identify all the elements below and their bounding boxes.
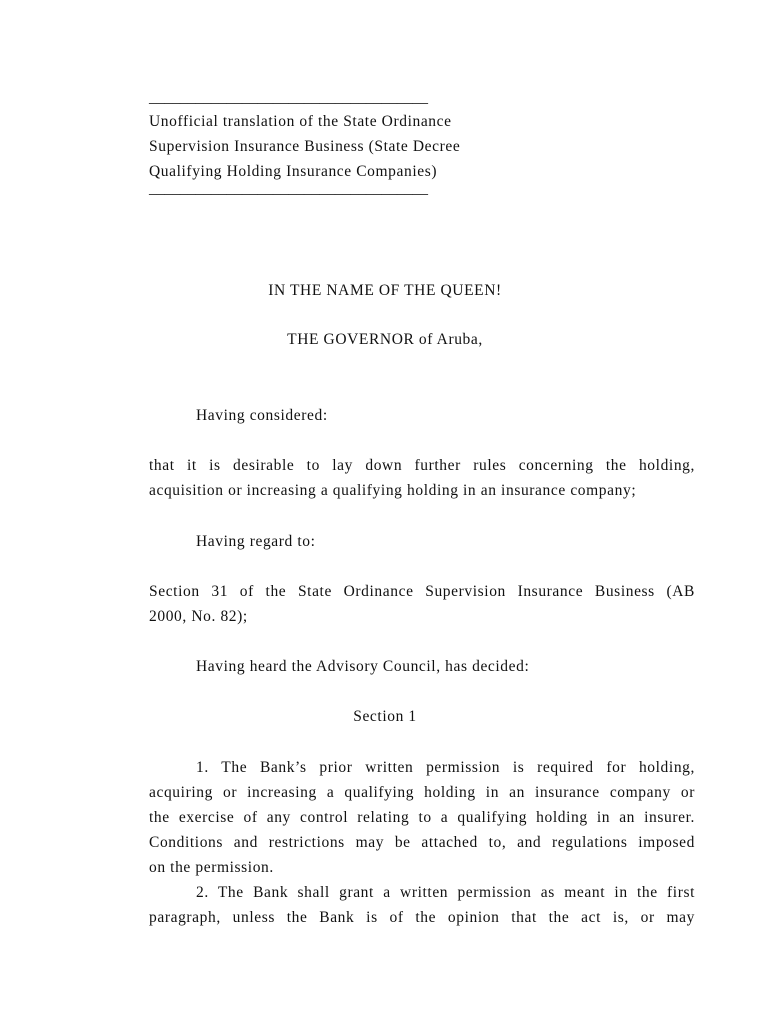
section-1-p1-line-2: acquiring or increasing a qualifying holding in an insurance company or bbox=[149, 784, 695, 801]
header-line-2: Supervision Insurance Business (State Decree bbox=[149, 138, 461, 155]
heading-queen: IN THE NAME OF THE QUEEN! bbox=[268, 282, 502, 299]
considered-label: Having considered: bbox=[196, 407, 328, 424]
heading-governor: THE GOVERNOR of Aruba, bbox=[287, 331, 483, 348]
regard-line-1: Section 31 of the State Ordinance Supervision Insurance Business (AB bbox=[149, 583, 695, 600]
header-rule-bottom: ____________________________________ bbox=[149, 180, 428, 197]
regard-label: Having regard to: bbox=[196, 533, 316, 550]
section-1-p2-line-2: paragraph, unless the Bank is of the opinion that the act is, or may bbox=[149, 909, 695, 926]
section-1-p1-line-4: Conditions and restrictions may be attached to, and regulations imposed bbox=[149, 834, 695, 851]
header-line-1: Unofficial translation of the State Ordinance bbox=[149, 113, 452, 130]
section-1-p1-line-1: 1. The Bank’s prior written permission is required for holding, bbox=[196, 759, 695, 776]
considered-line-2: acquisition or increasing a qualifying holding in an insurance company; bbox=[149, 482, 637, 499]
regard-line-2: 2000, No. 82); bbox=[149, 608, 248, 625]
section-1-p2-line-1: 2. The Bank shall grant a written permission as meant in the first bbox=[196, 884, 695, 901]
section-1-p1-line-5: on the permission. bbox=[149, 859, 274, 876]
header-line-3: Qualifying Holding Insurance Companies) bbox=[149, 163, 438, 180]
section-1-title: Section 1 bbox=[353, 708, 417, 725]
section-1-p1-line-3: the exercise of any control relating to a qualifying holding in an insurer. bbox=[149, 809, 695, 826]
considered-line-1: that it is desirable to lay down further rules concerning the holding, bbox=[149, 457, 695, 474]
header-rule-top: ____________________________________ bbox=[149, 89, 428, 106]
advisory-line: Having heard the Advisory Council, has decided: bbox=[196, 658, 530, 675]
